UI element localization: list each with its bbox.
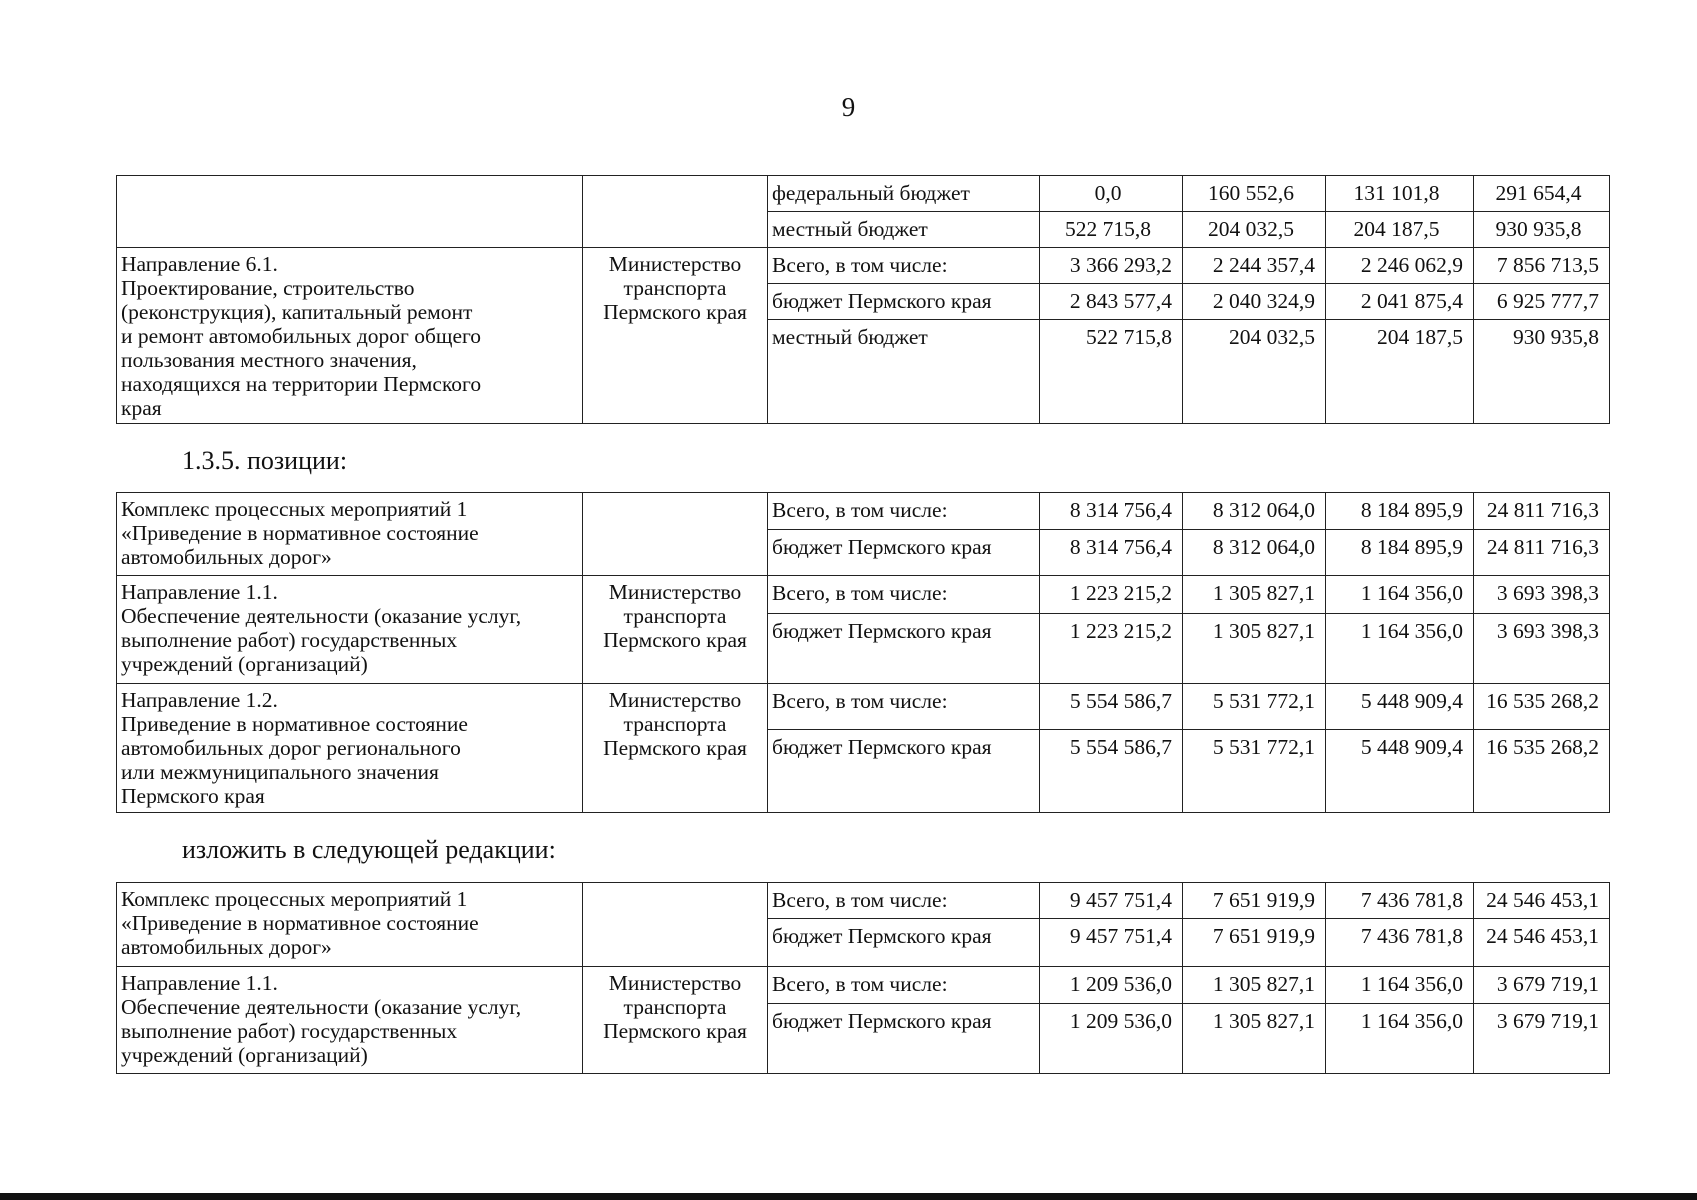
- value-cell: 522 715,8: [1040, 320, 1183, 424]
- funding-source-cell: Всего, в том числе:: [768, 576, 1040, 614]
- value-cell: 24 546 453,1: [1474, 919, 1610, 967]
- funding-source-cell: федеральный бюджет: [768, 176, 1040, 212]
- description-line: находящихся на территории Пермского: [121, 372, 482, 396]
- budget-table-continuation: [116, 175, 1610, 424]
- value-cell: 1 164 356,0: [1326, 1004, 1474, 1074]
- value-cell: 5 531 772,1: [1183, 684, 1326, 730]
- value-cell: 1 223 215,2: [1040, 576, 1183, 614]
- value-cell: 1 305 827,1: [1183, 576, 1326, 614]
- description-line: автомобильных дорог регионального: [121, 736, 461, 760]
- budget-table-new: [116, 882, 1610, 1074]
- description-cell: [117, 967, 583, 1074]
- funding-source-cell: местный бюджет: [768, 212, 1040, 248]
- description-line: автомобильных дорог»: [121, 935, 332, 959]
- table-row: [117, 576, 1610, 614]
- value-cell: 24 546 453,1: [1474, 883, 1610, 919]
- description-line: «Приведение в нормативное состояние: [121, 911, 479, 935]
- value-cell: 291 654,4: [1474, 176, 1610, 212]
- value-cell: 2 246 062,9: [1326, 248, 1474, 284]
- value-cell: 930 935,8: [1474, 320, 1610, 424]
- funding-source-cell: бюджет Пермского края: [768, 730, 1040, 813]
- funding-source-cell: Всего, в том числе:: [768, 967, 1040, 1004]
- value-cell: 3 693 398,3: [1474, 614, 1610, 684]
- responsible-line: Министерство: [608, 971, 742, 995]
- value-cell: 8 184 895,9: [1326, 493, 1474, 530]
- value-cell: 2 244 357,4: [1183, 248, 1326, 284]
- value-cell: 930 935,8: [1474, 212, 1610, 248]
- description-line: автомобильных дорог»: [121, 545, 332, 569]
- value-cell: 522 715,8: [1040, 212, 1183, 248]
- description-line: Пермского края: [121, 784, 265, 808]
- responsible-line: транспорта: [623, 604, 727, 628]
- responsible-cell: [583, 967, 768, 1074]
- scan-edge: [0, 1193, 1697, 1200]
- description-line: Направление 6.1.: [121, 252, 278, 276]
- description-line: Комплекс процессных мероприятий 1: [121, 497, 468, 521]
- responsible-cell: [583, 883, 768, 967]
- responsible-line: Министерство: [608, 252, 742, 276]
- description-line: выполнение работ) государственных: [121, 628, 458, 652]
- value-cell: 7 651 919,9: [1183, 883, 1326, 919]
- value-cell: 3 366 293,2: [1040, 248, 1183, 284]
- value-cell: 8 184 895,9: [1326, 530, 1474, 576]
- section-heading-positions: 1.3.5. позиции:: [182, 446, 348, 475]
- value-cell: 3 679 719,1: [1474, 1004, 1610, 1074]
- description-cell: [117, 493, 583, 576]
- budget-table-current: [116, 492, 1610, 813]
- value-cell: 5 554 586,7: [1040, 684, 1183, 730]
- description-line: Комплекс процессных мероприятий 1: [121, 887, 468, 911]
- value-cell: 204 187,5: [1326, 212, 1474, 248]
- value-cell: 2 040 324,9: [1183, 284, 1326, 320]
- description-line: учреждений (организаций): [121, 1043, 368, 1067]
- responsible-cell: [583, 493, 768, 576]
- value-cell: 9 457 751,4: [1040, 919, 1183, 967]
- funding-source-cell: Всего, в том числе:: [768, 248, 1040, 284]
- table-row: [117, 684, 1610, 730]
- funding-source-cell: бюджет Пермского края: [768, 530, 1040, 576]
- value-cell: 0,0: [1040, 176, 1183, 212]
- table-row: [117, 176, 1610, 212]
- responsible-line: Пермского края: [603, 628, 747, 652]
- value-cell: 9 457 751,4: [1040, 883, 1183, 919]
- value-cell: 1 164 356,0: [1326, 967, 1474, 1004]
- description-cell: [117, 883, 583, 967]
- table-row: [117, 883, 1610, 919]
- value-cell: 2 041 875,4: [1326, 284, 1474, 320]
- value-cell: 1 164 356,0: [1326, 614, 1474, 684]
- responsible-line: транспорта: [623, 995, 727, 1019]
- description-line: Обеспечение деятельности (оказание услуг,: [121, 604, 522, 628]
- description-line: Направление 1.1.: [121, 971, 278, 995]
- description-cell: [117, 684, 583, 813]
- table-row: [117, 493, 1610, 530]
- value-cell: 1 223 215,2: [1040, 614, 1183, 684]
- value-cell: 8 312 064,0: [1183, 493, 1326, 530]
- responsible-cell: [583, 176, 768, 248]
- funding-source-cell: местный бюджет: [768, 320, 1040, 424]
- funding-source-cell: Всего, в том числе:: [768, 493, 1040, 530]
- value-cell: 7 856 713,5: [1474, 248, 1610, 284]
- value-cell: 3 693 398,3: [1474, 576, 1610, 614]
- description-line: Проектирование, строительство: [121, 276, 415, 300]
- value-cell: 131 101,8: [1326, 176, 1474, 212]
- table-row: [117, 967, 1610, 1004]
- description-line: учреждений (организаций): [121, 652, 368, 676]
- description-line: «Приведение в нормативное состояние: [121, 521, 479, 545]
- page-number: 9: [841, 92, 856, 122]
- description-line: или межмуниципального значения: [121, 760, 439, 784]
- funding-source-cell: Всего, в том числе:: [768, 883, 1040, 919]
- description-line: Направление 1.2.: [121, 688, 278, 712]
- description-line: Направление 1.1.: [121, 580, 278, 604]
- description-line: пользования местного значения,: [121, 348, 417, 372]
- value-cell: 3 679 719,1: [1474, 967, 1610, 1004]
- responsible-line: Министерство: [608, 580, 742, 604]
- value-cell: 7 436 781,8: [1326, 883, 1474, 919]
- description-line: Приведение в нормативное состояние: [121, 712, 468, 736]
- value-cell: 8 314 756,4: [1040, 530, 1183, 576]
- value-cell: 5 448 909,4: [1326, 730, 1474, 813]
- responsible-cell: [583, 684, 768, 813]
- description-cell: [117, 176, 583, 248]
- section-heading-new-edition: изложить в следующей редакции:: [182, 835, 556, 864]
- value-cell: 1 305 827,1: [1183, 614, 1326, 684]
- value-cell: 5 554 586,7: [1040, 730, 1183, 813]
- responsible-line: транспорта: [623, 276, 727, 300]
- description-line: (реконструкция), капитальный ремонт: [121, 300, 473, 324]
- table-row: [117, 248, 1610, 284]
- value-cell: 8 312 064,0: [1183, 530, 1326, 576]
- value-cell: 2 843 577,4: [1040, 284, 1183, 320]
- value-cell: 16 535 268,2: [1474, 684, 1610, 730]
- responsible-line: Пермского края: [603, 736, 747, 760]
- value-cell: 1 305 827,1: [1183, 967, 1326, 1004]
- value-cell: 1 305 827,1: [1183, 1004, 1326, 1074]
- value-cell: 5 531 772,1: [1183, 730, 1326, 813]
- value-cell: 160 552,6: [1183, 176, 1326, 212]
- funding-source-cell: бюджет Пермского края: [768, 284, 1040, 320]
- description-cell: [117, 576, 583, 684]
- funding-source-cell: бюджет Пермского края: [768, 919, 1040, 967]
- responsible-line: Пермского края: [603, 1019, 747, 1043]
- value-cell: 8 314 756,4: [1040, 493, 1183, 530]
- responsible-line: Пермского края: [603, 300, 747, 324]
- value-cell: 24 811 716,3: [1474, 530, 1610, 576]
- responsible-line: Министерство: [608, 688, 742, 712]
- value-cell: 7 651 919,9: [1183, 919, 1326, 967]
- responsible-line: транспорта: [623, 712, 727, 736]
- value-cell: 5 448 909,4: [1326, 684, 1474, 730]
- funding-source-cell: бюджет Пермского края: [768, 614, 1040, 684]
- value-cell: 204 187,5: [1326, 320, 1474, 424]
- funding-source-cell: Всего, в том числе:: [768, 684, 1040, 730]
- responsible-cell: [583, 576, 768, 684]
- value-cell: 7 436 781,8: [1326, 919, 1474, 967]
- description-line: выполнение работ) государственных: [121, 1019, 458, 1043]
- responsible-cell: [583, 248, 768, 424]
- description-cell: [117, 248, 583, 424]
- value-cell: 204 032,5: [1183, 320, 1326, 424]
- description-line: и ремонт автомобильных дорог общего: [121, 324, 482, 348]
- description-line: Обеспечение деятельности (оказание услуг,: [121, 995, 522, 1019]
- funding-source-cell: бюджет Пермского края: [768, 1004, 1040, 1074]
- value-cell: 1 209 536,0: [1040, 1004, 1183, 1074]
- value-cell: 1 164 356,0: [1326, 576, 1474, 614]
- description-line: края: [121, 396, 162, 420]
- value-cell: 16 535 268,2: [1474, 730, 1610, 813]
- value-cell: 1 209 536,0: [1040, 967, 1183, 1004]
- value-cell: 204 032,5: [1183, 212, 1326, 248]
- value-cell: 24 811 716,3: [1474, 493, 1610, 530]
- value-cell: 6 925 777,7: [1474, 284, 1610, 320]
